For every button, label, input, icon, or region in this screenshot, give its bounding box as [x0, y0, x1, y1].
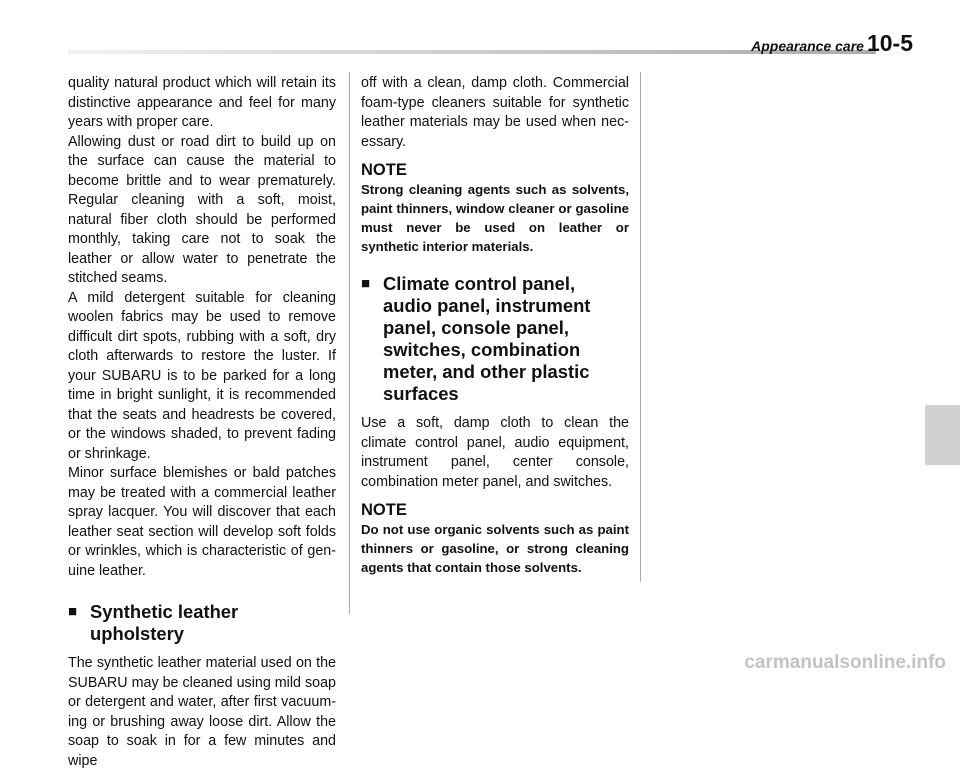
- note-label: NOTE: [361, 161, 407, 179]
- section-title: Appearance care: [751, 38, 864, 54]
- note-text: Strong cleaning agents such as solvents, paint thinners, window cleaner or gasoline must never be used on leather or synthetic interior materials.: [361, 182, 629, 254]
- column-divider-right: [640, 72, 641, 582]
- page-header: [751, 30, 913, 57]
- paragraph: Allowing dust or road dirt to build up on the surface can cause the material to become brittle and to wear prematurely. Regular cleaning with a soft, moist, natural fiber cloth should be performed monthly, taking care not to soak the leather or allow water to penetrate the stitched seams.: [68, 133, 336, 286]
- paragraph: Use a soft, damp cloth to clean the climate control panel, audio equipment, instrument panel, center console, combination meter panel, and switches.: [361, 415, 629, 490]
- column-divider-left: [349, 72, 350, 614]
- right-column: [361, 74, 629, 577]
- square-bullet-icon: ■: [68, 603, 78, 620]
- square-bullet-icon: ■: [361, 275, 371, 292]
- section-heading: [68, 601, 336, 645]
- note-text: Do not use organic solvents such as paint thinners or gasoline, or strong cleaning agents that contain those solvents.: [361, 522, 629, 575]
- page-number: 10-5: [866, 30, 913, 56]
- watermark: carmanualsonline.info: [744, 652, 946, 673]
- paragraph: Minor surface blemishes or bald patches may be treated with a commercial leather spray lacquer. You will discover that each leather seat section will develop soft folds or wrinkles, which is characteristic of genuine leather.: [68, 465, 336, 579]
- note-label: NOTE: [361, 501, 407, 519]
- section-heading: [361, 273, 629, 405]
- paragraph: quality natural product which will retain its distinctive appearance and feel for many years with proper care.: [68, 75, 336, 130]
- chapter-tab: [925, 405, 960, 465]
- heading-text: Climate control panel, audio panel, instrument panel, console panel, switches, combination meter, and other plastic surfaces: [383, 273, 591, 404]
- paragraph: A mild detergent suitable for cleaning woolen fabrics may be used to remove difficult dirt spots, rubbing with a soft, dry cloth afterwards to restore the luster. If your SUBARU is to be parked for a long time in bright sunlight, it is recommended that the seats and headrests be covered, or the windows shaded, to prevent fading or shrinkage.: [68, 289, 336, 462]
- heading-text: Synthetic leather upholstery: [90, 601, 239, 644]
- left-column: [68, 74, 336, 771]
- paragraph: The synthetic leather material used on the SUBARU may be cleaned using mild soap or detergent and water, after first vacuuming or brushing away loose dirt. Allow the soap to soak in for a few minutes and wipe: [68, 655, 336, 769]
- paragraph: off with a clean, damp cloth. Commercial foam-type cleaners suitable for synthetic leather materials may be used when necessary.: [361, 75, 629, 150]
